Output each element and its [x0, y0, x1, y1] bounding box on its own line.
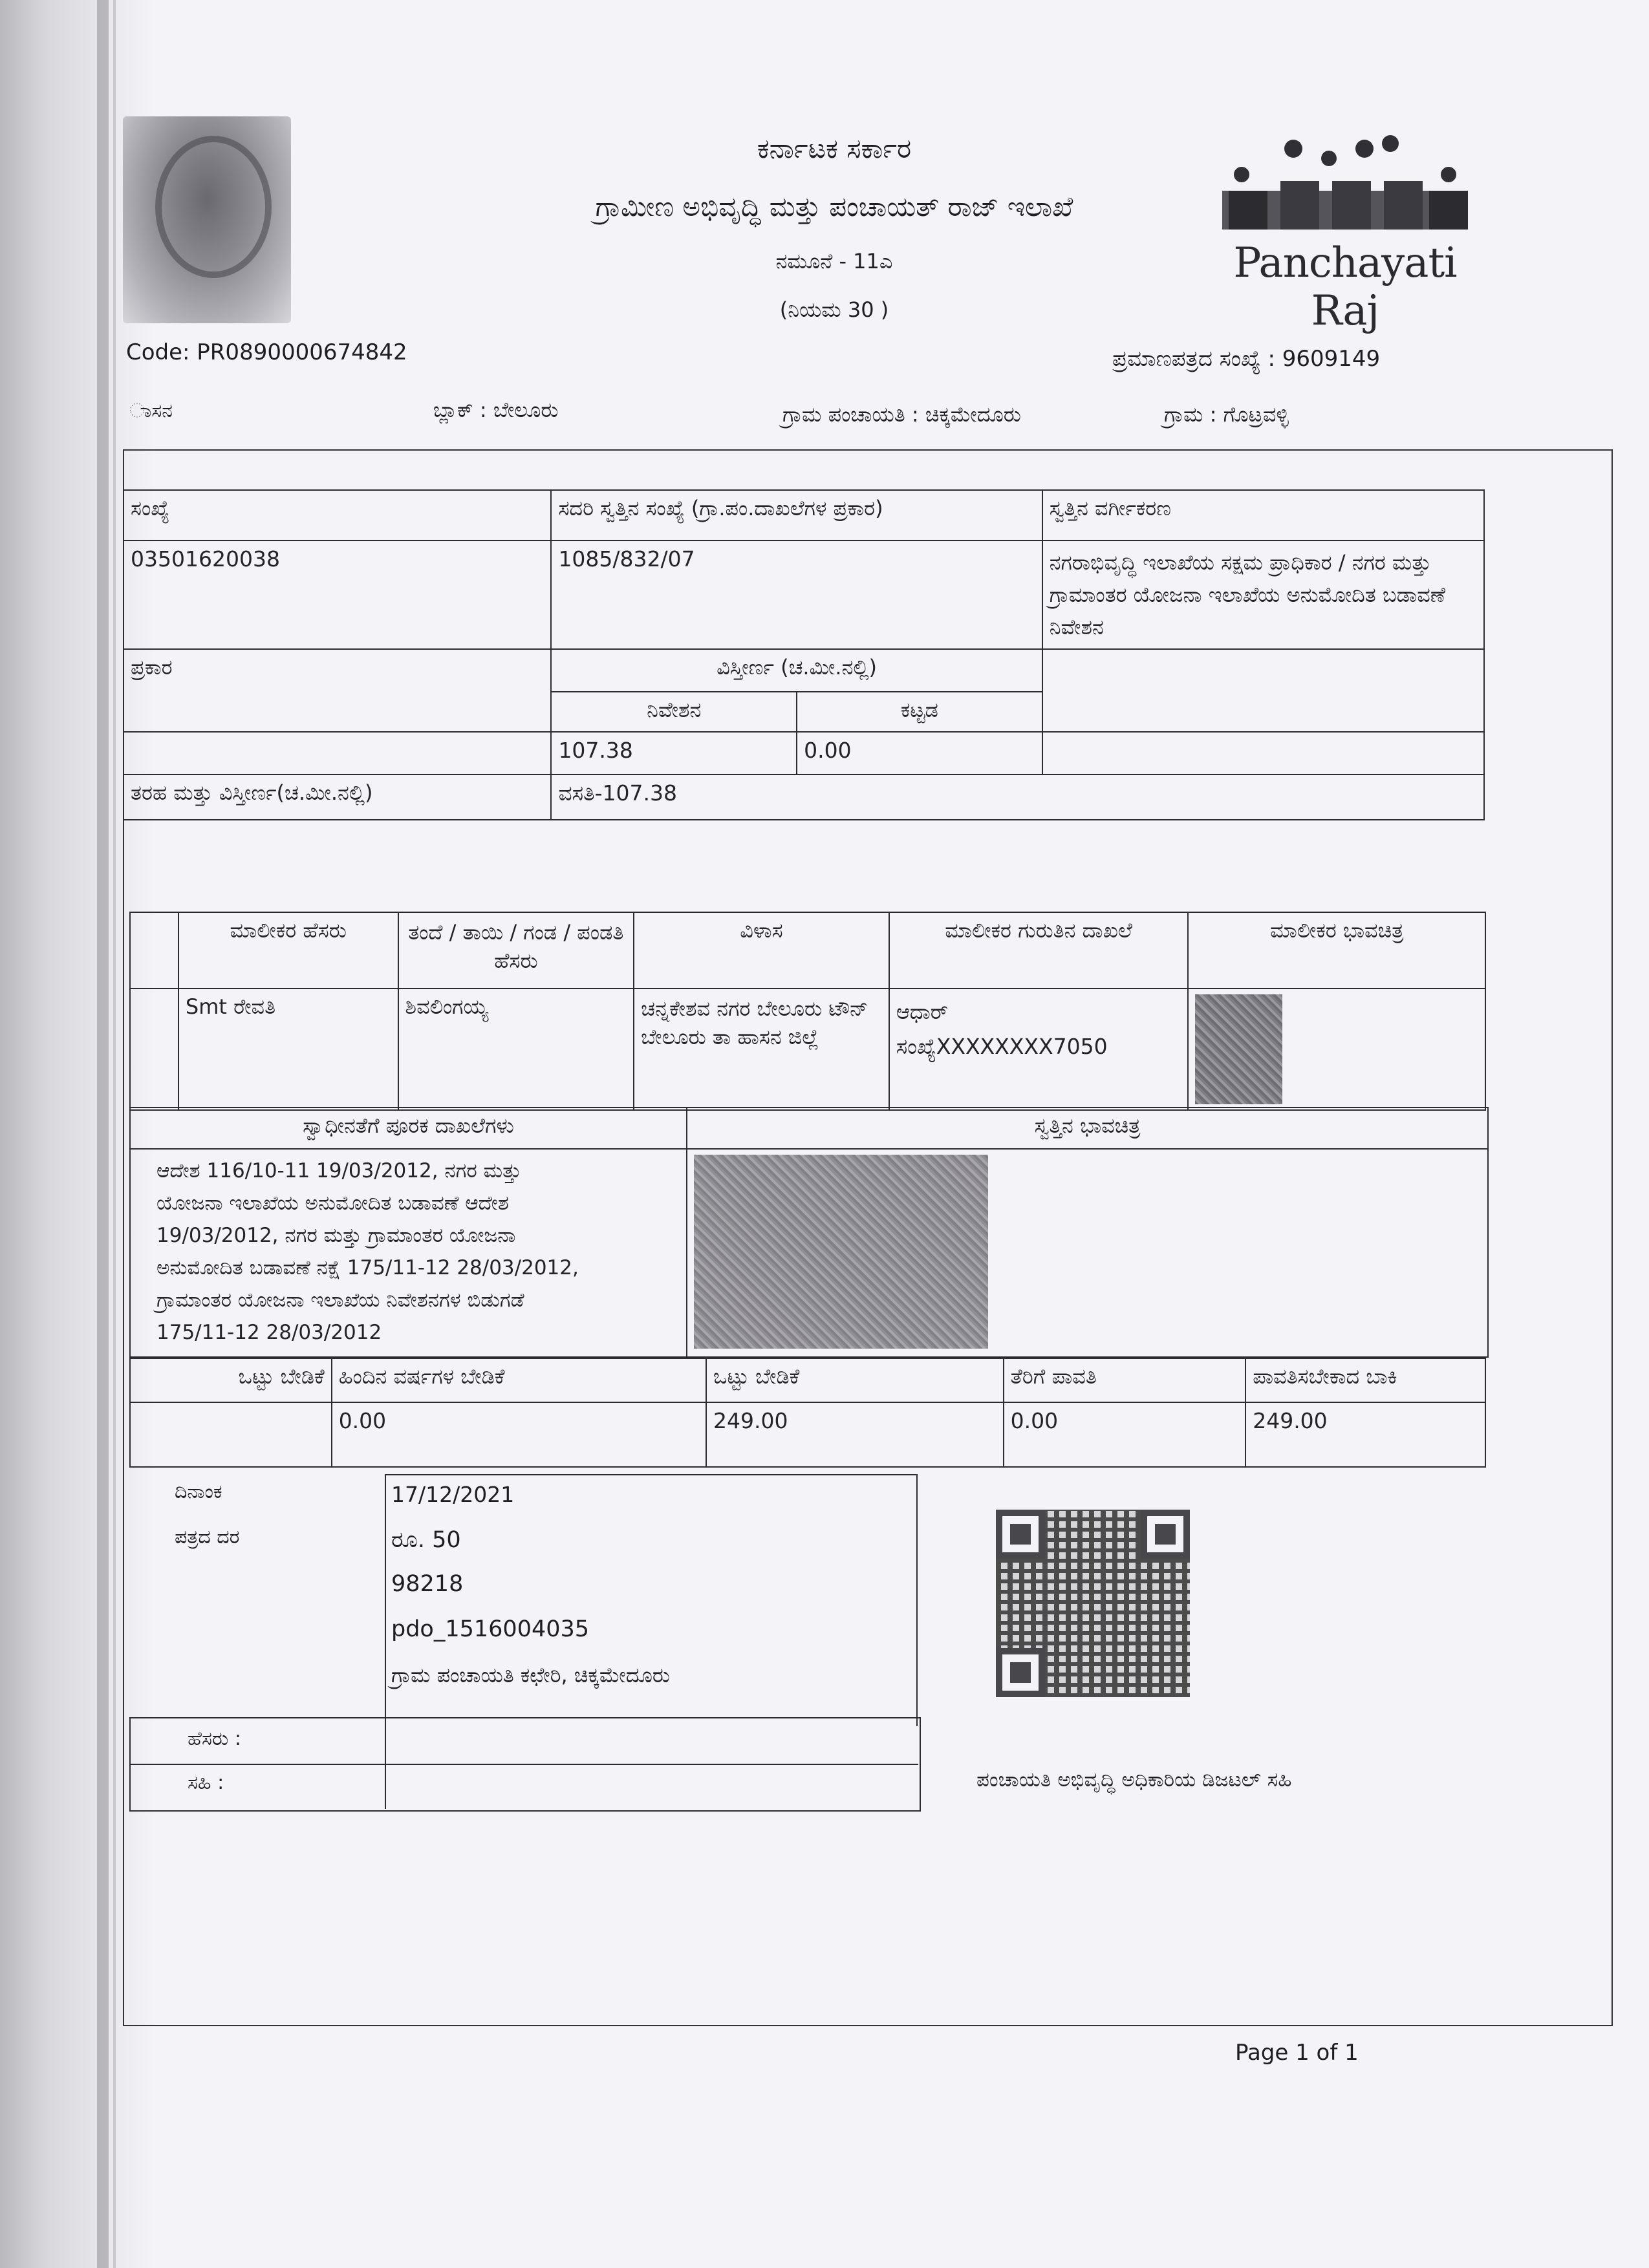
header-government: ಕರ್ನಾಟಕ ಸರ್ಕಾರ — [757, 133, 912, 164]
header-department: ಗ್ರಾಮೀಣ ಅಭಿವೃದ್ಧಿ ಮತ್ತು ಪಂಚಾಯತ್ ರಾಜ್ ಇಲಾಖೆ — [595, 191, 1073, 222]
owner-id-doc-number: ಸಂಖ್ಯೆXXXXXXXX7050 — [896, 1034, 1108, 1059]
col-property-no-header: ಸದರಿ ಸ್ವತ್ತಿನ ಸಂಖ್ಯೆ (ಗ್ರಾ.ಪಂ.ದಾಖಲೆಗಳ ಪ್ರಕಾರ) — [551, 490, 1042, 540]
property-photo-cell — [687, 1149, 1488, 1357]
property-id: 03501620038 — [124, 540, 551, 649]
owner-serial — [130, 989, 178, 1110]
site-label: ನಿವೇಶನ — [551, 692, 797, 732]
building-label: ಕಟ್ಟಡ — [797, 692, 1042, 732]
document-line-4: ಅನುಮೋದಿತ ಬಡಾವಣೆ ನಕ್ಷೆ 175/11-12 28/03/2012, — [156, 1256, 579, 1279]
recipient-sign-label: ಸಹಿ : — [188, 1771, 224, 1794]
col-classification-header: ಸ್ವತ್ತಿನ ವರ್ಗೀಕರಣ — [1042, 490, 1484, 540]
owner-photo — [1195, 994, 1282, 1104]
owner-id-doc — [889, 989, 1189, 1110]
owner-address: ಚನ್ನಕೇಶವ ನಗರ ಬೇಲೂರು ಟೌನ್ ಬೇಲೂರು ತಾ ಹಾಸನ ಜಿಲ್ಲೆ — [634, 989, 889, 1110]
owner-photo-cell — [1188, 989, 1485, 1110]
owner-id-doc-type: ಆಧಾರ್ — [896, 1000, 949, 1024]
district-label: ಾಸನ — [129, 400, 173, 422]
issuer-user-id: pdo_1516004035 — [391, 1616, 590, 1642]
receipt-number: 98218 — [391, 1571, 464, 1597]
issue-fee-label: ಪತ್ರದ ದರ — [175, 1526, 240, 1548]
tax-table — [129, 1358, 1486, 1468]
balance-header: ಪಾವತಿಸಬೇಕಾದ ಬಾಕಿ — [1245, 1358, 1485, 1402]
property-number: 1085/832/07 — [551, 540, 1042, 649]
area-row-label — [124, 732, 551, 775]
code-number: Code: PR0890000674842 — [126, 339, 407, 365]
issue-details — [129, 1474, 915, 1810]
site-area: 107.38 — [551, 732, 797, 775]
owner-name-header: ಮಾಲೀಕರ ಹೆಸರು — [178, 912, 398, 989]
property-classification: ನಗರಾಭಿವೃದ್ಧಿ ಇಲಾಖೆಯ ಸಕ್ಷಮ ಪ್ರಾಧಿಕಾರ / ನಗರ ಮತ್ತು ಗ್ರಾಮಾಂತರ ಯೋಜನಾ ಇಲಾಖೆಯ ಅನುಮೋದಿತ ಬಡಾವಣೆ ನಿವೇಶನ — [1042, 540, 1484, 649]
property-photo-header: ಸ್ವತ್ತಿನ ಭಾವಚಿತ್ರ — [687, 1107, 1488, 1149]
gp-label: ಗ್ರಾಮ ಪಂಚಾಯತಿ : ಚಿಕ್ಕಮೇದೂರು — [782, 402, 1021, 427]
issue-date: 17/12/2021 — [391, 1482, 515, 1507]
spine-fold-edge — [113, 0, 116, 2268]
issue-sep-2 — [129, 1764, 918, 1765]
area-header: ವಿಸ್ತೀರ್ಣ (ಚ.ಮೀ.ನಲ್ಲಿ) — [551, 649, 1042, 692]
previous-demand-header: ಹಿಂದಿನ ವರ್ಷಗಳ ಬೇಡಿಕೆ — [332, 1358, 706, 1402]
header-form: ನಮೂನೆ - 11ಎ — [775, 249, 893, 273]
owner-table — [129, 912, 1486, 1111]
document-line-6: 175/11-12 28/03/2012 — [156, 1321, 382, 1344]
document-line-3: 19/03/2012, ನಗರ ಮತ್ತು ಗ್ರಾಮಾಂತರ ಯೋಜನಾ — [156, 1224, 516, 1247]
village-label: ಗ್ರಾಮ : ಗೊಟ್ರವಳ್ಳಿ — [1164, 402, 1289, 427]
certificate-number: ಪ್ರಮಾಣಪತ್ರದ ಸಂಖ್ಯೆ : 9609149 — [1112, 346, 1381, 372]
document-line-2: ಯೋಜನಾ ಇಲಾಖೆಯ ಅನುಮೋದಿತ ಬಡಾವಣೆ ಆದೇಶ — [156, 1192, 509, 1215]
owner-relation-header: ತಂದೆ / ತಾಯಿ / ಗಂಡ / ಪಂಡತಿ ಹೆಸರು — [398, 912, 634, 989]
area-row-blank — [1042, 732, 1484, 775]
property-photo — [694, 1155, 988, 1349]
total-demand-header: ಒಟ್ಟು ಬೇಡಿಕೆ — [706, 1358, 1004, 1402]
qr-eye-tl — [996, 1510, 1045, 1559]
qr-eye-bl — [996, 1648, 1045, 1697]
issuer-office: ಗ್ರಾಮ ಪಂಚಾಯತಿ ಕಛೇರಿ, ಚಿಕ್ಕಮೇದೂರು — [391, 1663, 670, 1687]
issue-sign-divider — [385, 1717, 386, 1809]
owner-address-header: ವಿಳಾಸ — [634, 912, 889, 989]
building-area: 0.00 — [797, 732, 1042, 775]
previous-demand: 0.00 — [332, 1402, 706, 1467]
documents-table — [129, 1107, 1489, 1358]
document-line-1: ಆದೇಶ 116/10-11 19/03/2012, ನಗರ ಮತ್ತು — [156, 1159, 522, 1182]
owner-serial-header — [130, 912, 178, 989]
header-rule: (ನಿಯಮ 30 ) — [779, 297, 889, 322]
people-group-icon — [1216, 129, 1474, 239]
owner-name: Smt ರೇವತಿ — [178, 989, 398, 1110]
balance-due: 249.00 — [1245, 1402, 1485, 1467]
issue-fee: ರೂ. 50 — [391, 1527, 461, 1553]
logo-caption: Panchayati Raj — [1233, 239, 1457, 335]
digital-signature-caption: ಪಂಚಾಯತಿ ಅಭಿವೃದ್ಧಿ ಅಧಿಕಾರಿಯ ಡಿಜಟಲ್ ಸಹಿ — [976, 1768, 1292, 1792]
property-type-label: ಪ್ರಕಾರ — [124, 649, 551, 732]
tax-paid-header: ತೆರಿಗೆ ಪಾವತಿ — [1004, 1358, 1246, 1402]
emblem-ring — [155, 136, 272, 278]
documents-list — [130, 1149, 687, 1357]
qr-eye-tr — [1141, 1510, 1190, 1559]
issue-values-box — [385, 1474, 918, 1726]
page-number: Page 1 of 1 — [1235, 2040, 1359, 2066]
usage-label: ತರಹ ಮತ್ತು ವಿಸ್ತೀರ್ಣ(ಚ.ಮೀ.ನಲ್ಲಿ) — [124, 775, 551, 820]
current-demand-header: ಒಟ್ಟು ಬೇಡಿಕೆ — [130, 1358, 332, 1402]
panchayati-raj-logo — [1216, 129, 1474, 335]
owner-relation: ಶಿವಲಿಂಗಯ್ಯ — [398, 989, 634, 1110]
property-table — [123, 489, 1485, 820]
total-demand: 249.00 — [706, 1402, 1004, 1467]
col-property-id-header: ಸಂಖ್ಯೆ — [124, 490, 551, 540]
document-line-5: ಗ್ರಾಮಾಂತರ ಯೋಜನಾ ಇಲಾಖೆಯ ನಿವೇಶನಗಳ ಬಿಡುಗಡೆ — [156, 1289, 524, 1312]
taluk-label: ಬ್ಲಾಕ್ : ಬೇಲೂರು — [433, 398, 559, 422]
recipient-name-label: ಹೆಸರು : — [188, 1728, 241, 1750]
usage-value: ವಸತಿ-107.38 — [551, 775, 1484, 820]
documents-header: ಸ್ವಾಧೀನತೆಗೆ ಪೂರಕ ದಾಖಲೆಗಳು — [130, 1107, 687, 1149]
spine-fold — [97, 0, 109, 2268]
issue-date-label: ದಿನಾಂಕ — [175, 1481, 222, 1503]
current-demand — [130, 1402, 332, 1467]
tax-paid: 0.00 — [1004, 1402, 1246, 1467]
qr-code-icon — [996, 1510, 1190, 1697]
area-blank — [1042, 649, 1484, 732]
owner-id-header: ಮಾಲೀಕರ ಗುರುತಿನ ದಾಖಲೆ — [889, 912, 1189, 989]
owner-photo-header: ಮಾಲೀಕರ ಭಾವಚಿತ್ರ — [1188, 912, 1485, 989]
